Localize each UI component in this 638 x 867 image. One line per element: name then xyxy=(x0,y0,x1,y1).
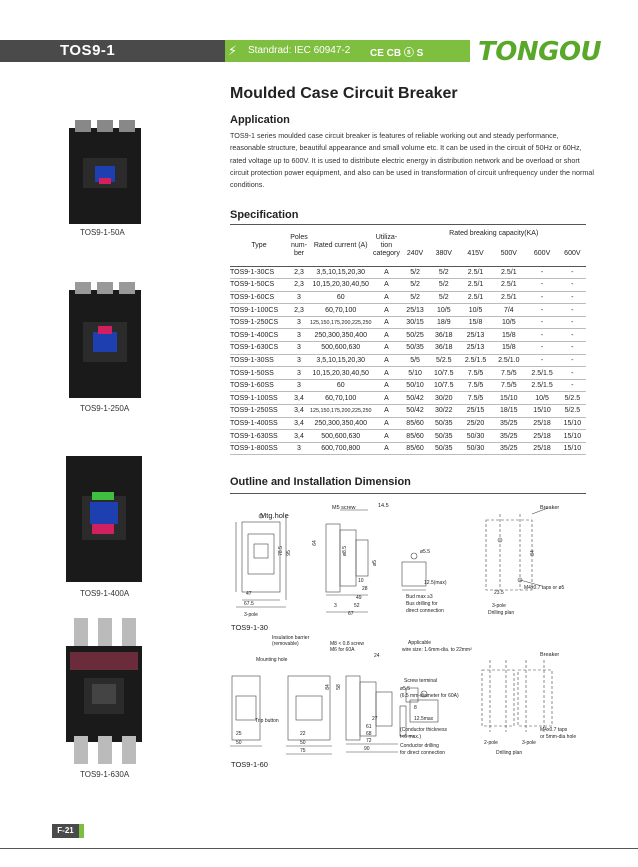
d1-5-5: ø5.5 xyxy=(420,549,431,555)
table-cell: 7.5/5 xyxy=(459,367,492,380)
d2-25: 25 xyxy=(236,731,242,737)
table-cell: A xyxy=(371,430,401,443)
table-cell: 3 xyxy=(288,342,310,355)
d2-5-5b: (6.5 mm-diameter for 60A) xyxy=(400,693,459,699)
table-cell: 18/9 xyxy=(429,316,459,329)
table-cell: 2.5/1 xyxy=(459,266,492,279)
table-cell: 10/5 xyxy=(459,304,492,317)
table-cell: 10/7.5 xyxy=(429,367,459,380)
table-cell: A xyxy=(371,354,401,367)
table-cell: 18/15 xyxy=(492,405,525,418)
d1-breaker: Breaker xyxy=(540,505,560,511)
table-row xyxy=(230,417,586,430)
table-cell: 5/2 xyxy=(429,279,459,292)
d2-trip: Trip button xyxy=(255,718,279,724)
d2-appl2: wire size: 1.6mm-dia. to 22mm² xyxy=(402,647,472,653)
type-cell: TOS9-1-250SS xyxy=(230,405,288,418)
table-cell: 7.5/5 xyxy=(459,379,492,392)
table-row xyxy=(230,430,586,443)
d1-47: 47 xyxy=(246,591,252,597)
table-cell: - xyxy=(525,304,558,317)
type-cell: TOS9-1-630CS xyxy=(230,342,288,355)
d1-m4: M4x0.7 taps or ø5 xyxy=(524,585,565,591)
d2-insul1: Insulation barrier xyxy=(272,635,310,641)
d2-mounting: Mounting hole xyxy=(256,657,288,663)
table-cell: 30/15 xyxy=(401,316,428,329)
d2-5-5: ø5.5 xyxy=(400,686,411,692)
table-cell: 5/2 xyxy=(401,266,428,279)
table-cell: 25/15 xyxy=(459,405,492,418)
table-cell: 85/60 xyxy=(401,430,428,443)
d1-mtg-hole: Mtg.hole xyxy=(260,511,289,520)
col-240v: 240V xyxy=(406,249,424,257)
table-cell: 10,15,20,30,40,50 xyxy=(310,367,371,380)
d2-8: 8 xyxy=(414,705,417,711)
table-row xyxy=(230,405,586,418)
table-cell: 15/10 xyxy=(559,417,586,430)
d1-78-5: 78.5 xyxy=(277,546,284,556)
d2-pole2: 2-pole xyxy=(484,740,498,746)
table-cell: 600,700,800 xyxy=(310,442,371,455)
table-cell: 7/4 xyxy=(492,304,525,317)
table-cell: A xyxy=(371,329,401,342)
type-cell: TOS9-1-630SS xyxy=(230,430,288,443)
d1-bud1: Bud max ≥3 xyxy=(406,594,433,600)
type-cell: TOS9-1-100SS xyxy=(230,392,288,405)
product-label-50a: TOS9-1-50A xyxy=(80,228,125,237)
table-cell: 50/42 xyxy=(401,405,428,418)
table-cell: 50/10 xyxy=(401,379,428,392)
table-cell: - xyxy=(559,367,586,380)
table-cell: 2.5/1 xyxy=(492,266,525,279)
specification-table xyxy=(230,226,586,455)
type-cell: TOS9-1-60CS xyxy=(230,291,288,304)
table-cell: 85/60 xyxy=(401,417,428,430)
table-cell: 50/35 xyxy=(429,430,459,443)
table-cell: 3,4 xyxy=(288,405,310,418)
table-row xyxy=(230,354,586,367)
table-row xyxy=(230,392,586,405)
breaker-250a-image xyxy=(65,282,145,400)
d2-cond3: Conductor drilling xyxy=(400,743,439,749)
d1-28: 28 xyxy=(362,586,368,592)
table-cell: 15/8 xyxy=(492,329,525,342)
table-cell: 3,5,10,15,20,30 xyxy=(310,354,371,367)
d1-12-5max: 12.5(max) xyxy=(424,580,447,586)
table-cell: 5/2.5 xyxy=(559,392,586,405)
table-cell: A xyxy=(371,405,401,418)
table-cell: 50/35 xyxy=(429,442,459,455)
table-cell: 5/10 xyxy=(401,367,428,380)
table-cell: 250,300,350,400 xyxy=(310,329,371,342)
d2-cond4: for direct connection xyxy=(400,750,446,756)
d2-m8b: M6 for 60A xyxy=(330,647,355,653)
table-cell: 25/13 xyxy=(459,329,492,342)
d1-5: ø5 xyxy=(371,560,378,566)
table-cell: 15/10 xyxy=(525,405,558,418)
type-cell: TOS9-1-30CS xyxy=(230,266,288,279)
col-600v-a: 600V xyxy=(533,249,551,257)
table-cell: 500,600,630 xyxy=(310,342,371,355)
table-cell: A xyxy=(371,392,401,405)
table-cell: 5/5 xyxy=(401,354,428,367)
table-cell: 2,3 xyxy=(288,304,310,317)
table-cell: 2.5/1 xyxy=(492,291,525,304)
table-cell: 3,4 xyxy=(288,392,310,405)
table-cell: - xyxy=(525,279,558,292)
table-cell: 3 xyxy=(288,329,310,342)
d2-breaker: Breaker xyxy=(540,652,560,658)
table-cell: 2.5/1 xyxy=(492,279,525,292)
table-cell: 36/18 xyxy=(429,342,459,355)
table-cell: 30/20 xyxy=(429,392,459,405)
table-cell: 7.5/5 xyxy=(492,367,525,380)
table-cell: - xyxy=(525,354,558,367)
table-cell: - xyxy=(525,329,558,342)
d1-3: 3 xyxy=(334,603,337,609)
table-cell: 60 xyxy=(310,291,371,304)
table-cell: 36/18 xyxy=(429,329,459,342)
table-cell: 30/22 xyxy=(429,405,459,418)
table-cell: - xyxy=(559,342,586,355)
table-cell: 3,4 xyxy=(288,417,310,430)
d1-bud3: direct connection xyxy=(406,608,444,614)
type-cell: TOS9-1-400SS xyxy=(230,417,288,430)
table-cell: - xyxy=(525,291,558,304)
model-title: TOS9-1 xyxy=(60,42,116,59)
d1-64: 64 xyxy=(311,540,318,546)
table-cell: 250,300,350,400 xyxy=(310,417,371,430)
d2-m8a: M8 < 0.8 screw xyxy=(330,641,365,647)
table-cell: 2.5/1 xyxy=(459,279,492,292)
d2-m4a: M4x0.7 taps xyxy=(540,727,568,733)
table-cell: 5/2 xyxy=(401,279,428,292)
table-cell: 35/25 xyxy=(492,430,525,443)
table-cell: 10/5 xyxy=(429,304,459,317)
table-cell: 25/18 xyxy=(525,442,558,455)
table-row xyxy=(230,342,586,355)
table-cell: 3 xyxy=(288,316,310,329)
d1-8-5: ø8.5 xyxy=(342,545,349,557)
lightning-icon: ⚡ xyxy=(228,43,238,58)
specification-heading: Specification xyxy=(230,209,299,221)
table-cell: 2,3 xyxy=(288,279,310,292)
d2-84: 84 xyxy=(324,684,331,690)
table-cell: 50/30 xyxy=(459,430,492,443)
table-cell: 5/2.5 xyxy=(429,354,459,367)
table-cell: 2.5/1.5 xyxy=(459,354,492,367)
d1-drill1: 3-pole xyxy=(492,603,506,609)
table-cell: A xyxy=(371,342,401,355)
d1-84: 84 xyxy=(529,550,536,556)
table-cell: - xyxy=(525,342,558,355)
col-415v: 415V xyxy=(467,249,484,257)
table-cell: 35/25 xyxy=(492,442,525,455)
application-heading: Application xyxy=(230,114,290,126)
table-cell: A xyxy=(371,304,401,317)
page-title: Moulded Case Circuit Breaker xyxy=(230,85,458,102)
table-cell: 3 xyxy=(288,379,310,392)
d2-appl1: Applicable xyxy=(408,640,432,646)
table-cell: 3 xyxy=(288,367,310,380)
table-cell: 3 xyxy=(288,291,310,304)
table-cell: - xyxy=(559,266,586,279)
col-600v-b: 600V xyxy=(564,249,581,257)
brand-logo: TONGOU xyxy=(478,37,602,67)
table-cell: 500,600,630 xyxy=(310,430,371,443)
type-cell: TOS9-1-50SS xyxy=(230,367,288,380)
table-cell: 5/2.5 xyxy=(559,405,586,418)
table-cell: - xyxy=(525,266,558,279)
table-row xyxy=(230,329,586,342)
table-row xyxy=(230,442,586,455)
page-number: F-21 xyxy=(52,824,79,838)
table-cell: 10/5 xyxy=(525,392,558,405)
table-cell: 3 xyxy=(288,442,310,455)
table-cell: 50/35 xyxy=(401,342,428,355)
d1-m5: M5 screw xyxy=(332,505,356,511)
table-cell: 5/2 xyxy=(401,291,428,304)
table-cell: 50/25 xyxy=(401,329,428,342)
diagram-label-30: TOS9-1-30 xyxy=(231,623,268,632)
table-cell: 7.5/5 xyxy=(492,379,525,392)
table-cell: A xyxy=(371,379,401,392)
d1-bud2: Bus drilling for xyxy=(406,601,438,607)
table-cell: 3,4 xyxy=(288,430,310,443)
table-row xyxy=(230,266,586,279)
d2-27: 27 xyxy=(372,716,378,722)
d2-58: 58 xyxy=(335,684,342,690)
table-cell: - xyxy=(559,279,586,292)
table-cell: - xyxy=(559,354,586,367)
d2-61: 61 xyxy=(366,724,372,730)
footer-rule xyxy=(0,848,638,849)
d2-72: 72 xyxy=(366,738,372,744)
table-cell: 25/18 xyxy=(525,417,558,430)
d2-drill: Drilling plan xyxy=(496,750,523,756)
d2-m4b: or 5mm-dia hole xyxy=(540,734,577,740)
table-cell: 5/2 xyxy=(429,266,459,279)
table-cell: 25/18 xyxy=(525,430,558,443)
product-label-630a: TOS9-1-630A xyxy=(80,770,130,779)
table-cell: 2.5/1.5 xyxy=(525,379,558,392)
table-cell: 5/2 xyxy=(429,291,459,304)
d1-14-5: 14.5 xyxy=(378,503,389,509)
standard-text: Standrad: IEC 60947-2 xyxy=(248,45,351,56)
product-label-250a: TOS9-1-250A xyxy=(80,404,130,413)
d1-10: 10 xyxy=(358,578,364,584)
d1-23-5: 23.5 xyxy=(494,590,504,596)
table-cell: 10,15,20,30,40,50 xyxy=(310,279,371,292)
type-cell: TOS9-1-800SS xyxy=(230,442,288,455)
d2-68: 68 xyxy=(366,731,372,737)
diagram-label-60: TOS9-1-60 xyxy=(231,760,268,769)
d2-12-5: 12.5max xyxy=(414,716,434,722)
table-cell: 3 xyxy=(288,354,310,367)
type-cell: TOS9-1-100CS xyxy=(230,304,288,317)
col-500v: 500V xyxy=(500,249,517,257)
d2-24: 24 xyxy=(374,653,380,659)
table-cell: 3,5,10,15,20,30 xyxy=(310,266,371,279)
type-cell: TOS9-1-60SS xyxy=(230,379,288,392)
table-row xyxy=(230,367,586,380)
col-breaking-capacity: Rated breaking capacity(KA) xyxy=(449,230,539,237)
breaker-630a-image xyxy=(62,618,146,766)
breaker-400a-image xyxy=(62,452,146,584)
type-cell: TOS9-1-400CS xyxy=(230,329,288,342)
table-cell: 15/10 xyxy=(559,430,586,443)
col-380v: 380V xyxy=(435,249,452,257)
d1-67-5: 67.5 xyxy=(244,601,254,607)
col-utilization: Utiliza- tion category xyxy=(373,233,400,257)
table-row xyxy=(230,304,586,317)
table-cell: 25/20 xyxy=(459,417,492,430)
d2-90: 90 xyxy=(364,746,370,752)
table-cell: 7.5/5 xyxy=(459,392,492,405)
table-cell: 2.5/1 xyxy=(459,291,492,304)
table-row xyxy=(230,279,586,292)
type-cell: TOS9-1-50CS xyxy=(230,279,288,292)
table-row xyxy=(230,316,586,329)
table-cell: 60,70,100 xyxy=(310,392,371,405)
type-cell: TOS9-1-250CS xyxy=(230,316,288,329)
d1-67: 67 xyxy=(348,611,354,617)
table-cell: - xyxy=(559,304,586,317)
type-cell: TOS9-1-30SS xyxy=(230,354,288,367)
d2-cond1: (Conductor thickness xyxy=(400,727,447,733)
table-cell: 15/10 xyxy=(559,442,586,455)
page-tick xyxy=(79,824,84,838)
table-cell: 85/60 xyxy=(401,442,428,455)
col-rated-current: Rated current (A) xyxy=(313,241,368,249)
d1-3pole: 3-pole xyxy=(244,612,258,618)
table-cell: 25/13 xyxy=(401,304,428,317)
table-cell: 2.5/1.0 xyxy=(492,354,525,367)
table-cell: 15/8 xyxy=(459,316,492,329)
breaker-50a-image xyxy=(65,118,145,226)
table-cell: 10/5 xyxy=(492,316,525,329)
outline-heading: Outline and Installation Dimension xyxy=(230,476,411,488)
d2-50b: 50 xyxy=(300,740,306,746)
spec-top-rule xyxy=(230,224,586,225)
d2-22: 22 xyxy=(300,731,306,737)
table-cell: 60,70,100 xyxy=(310,304,371,317)
table-cell: A xyxy=(371,417,401,430)
d1-49: 49 xyxy=(356,595,362,601)
d1-drill2: Drilling plan xyxy=(488,610,515,616)
table-cell: 2,3 xyxy=(288,266,310,279)
table-cell: A xyxy=(371,279,401,292)
table-cell: 35/25 xyxy=(492,417,525,430)
table-cell: 50/42 xyxy=(401,392,428,405)
application-text: TOS9-1 series moulded case circuit breaker is features of reliable working out and steady performance, reasonable structure, beautiful appearance and small volume etc. It can be used in the circuit of 50Hz or 60Hz, rated voltage up to 600V. It is used to distribute electric energy in distribution network and be overload or short circuit protection power equipment, and also can be used in transformation of circuit unfrequency under the normal conditions. xyxy=(230,131,594,190)
table-cell: A xyxy=(371,442,401,455)
table-cell: 25/13 xyxy=(459,342,492,355)
table-cell: - xyxy=(559,379,586,392)
d2-screw-term: Screw terminal xyxy=(404,678,438,684)
d1-95: 95 xyxy=(285,550,292,556)
table-cell: - xyxy=(525,316,558,329)
d2-insul2: (removable) xyxy=(272,641,299,647)
table-row xyxy=(230,379,586,392)
d2-cond2: t<6 max.) xyxy=(400,734,421,740)
product-label-400a: TOS9-1-400A xyxy=(80,589,130,598)
table-cell: A xyxy=(371,316,401,329)
col-poles: Poles num- ber xyxy=(290,233,308,257)
table-cell: 125,150,175,200,225,250 xyxy=(310,316,371,329)
certification-marks: CE CB ⓢ S xyxy=(370,48,424,59)
table-cell: 50/35 xyxy=(429,417,459,430)
table-cell: - xyxy=(559,329,586,342)
outline-rule xyxy=(230,493,586,494)
table-cell: - xyxy=(559,291,586,304)
table-cell: 10/7.5 xyxy=(429,379,459,392)
table-cell: - xyxy=(559,316,586,329)
table-cell: 15/10 xyxy=(492,392,525,405)
table-cell: A xyxy=(371,291,401,304)
d2-pole3: 3-pole xyxy=(522,740,536,746)
table-cell: 60 xyxy=(310,379,371,392)
table-cell: 50/30 xyxy=(459,442,492,455)
d2-50a: 50 xyxy=(236,740,242,746)
table-cell: 125,150,175,200,225,250 xyxy=(310,405,371,418)
col-type: Type xyxy=(251,241,267,249)
table-cell: A xyxy=(371,367,401,380)
table-cell: A xyxy=(371,266,401,279)
d1-52: 52 xyxy=(354,603,360,609)
d2-75: 75 xyxy=(300,748,306,754)
table-cell: 2.5/1.5 xyxy=(525,367,558,380)
table-cell: 15/8 xyxy=(492,342,525,355)
table-row xyxy=(230,291,586,304)
